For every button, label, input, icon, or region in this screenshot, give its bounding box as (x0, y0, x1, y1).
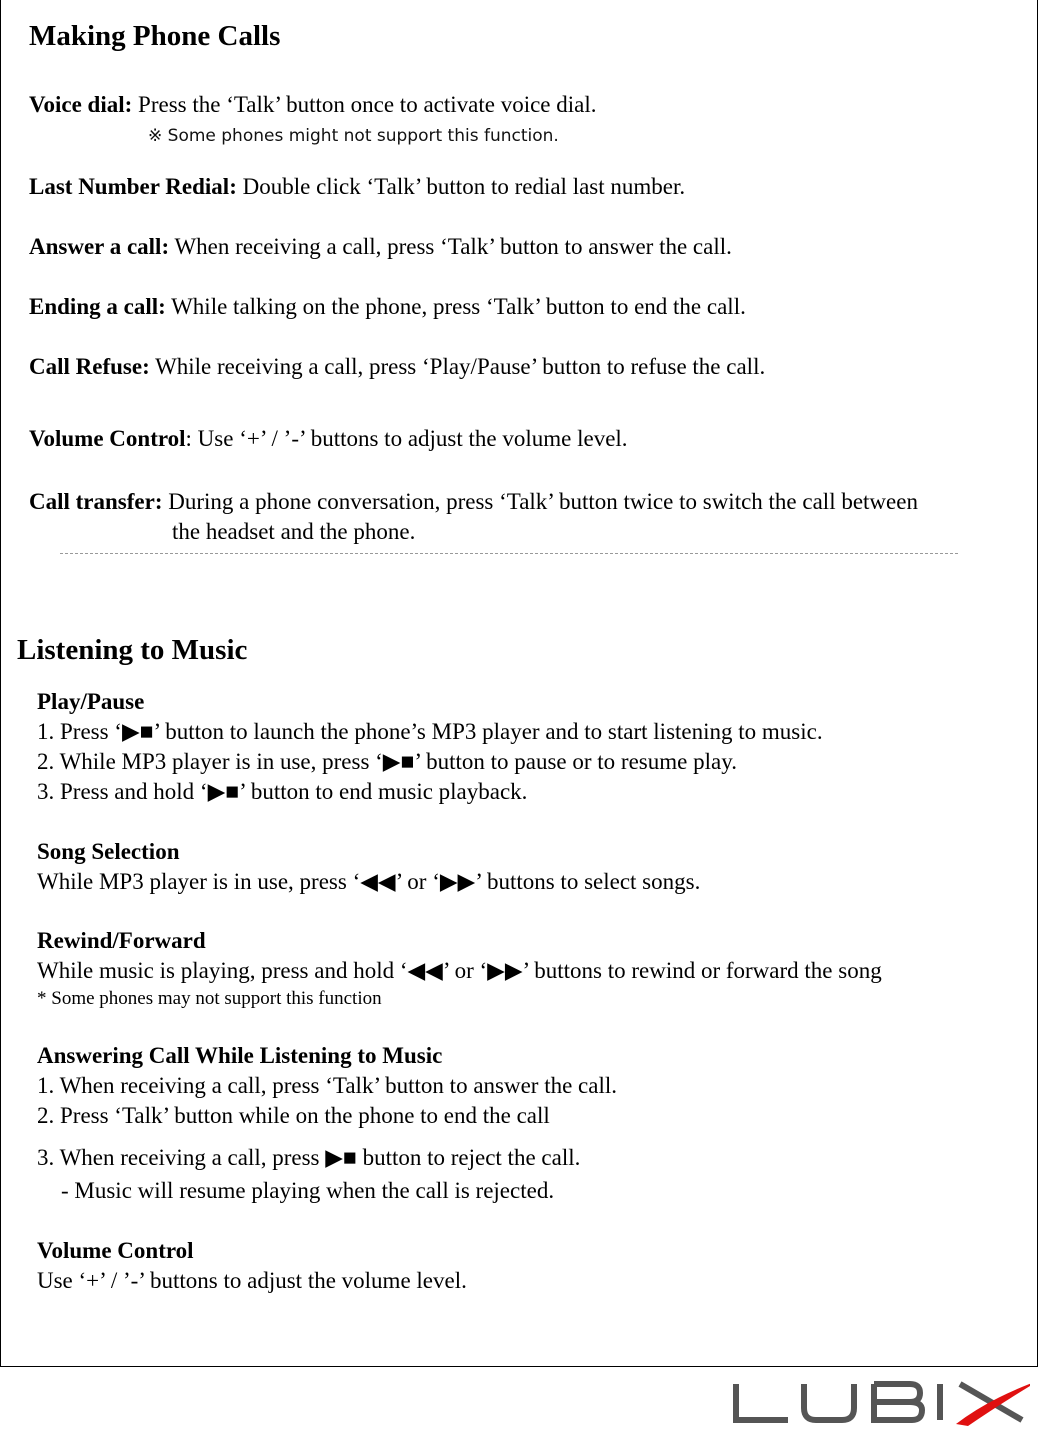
list-item: - Music will resume playing when the call is rejected. (61, 1178, 555, 1203)
volume-control (29, 425, 628, 453)
divider (60, 553, 958, 554)
label: Last Number Redial: (29, 174, 237, 199)
rewind-text: While music is playing, press and hold ‘◀◀’ or ‘▶▶’ buttons to rewind or forward the song (37, 958, 882, 983)
label: Voice dial: (29, 92, 133, 117)
label: Volume Control (29, 426, 186, 451)
label: Call transfer: (29, 489, 163, 514)
label: Call Refuse: (29, 354, 150, 379)
text: When receiving a call, press ‘Talk’ button to answer the call. (169, 234, 732, 259)
heading-song-selection: Song Selection (37, 839, 180, 864)
heading-rewind-forward: Rewind/Forward (37, 928, 206, 953)
volume-text: Use ‘+’ / ’-’ buttons to adjust the volume level. (37, 1268, 467, 1293)
answer-call (29, 233, 732, 261)
list-item: 2. While MP3 player is in use, press ‘▶■’ button to pause or to resume play. (37, 749, 737, 774)
ending-call (29, 293, 746, 321)
voice-dial (29, 91, 597, 119)
text: While receiving a call, press ‘Play/Pause’ button to refuse the call. (149, 354, 766, 379)
text: : Use ‘+’ / ’-’ buttons to adjust the volume level. (185, 426, 628, 451)
label: Ending a call: (29, 294, 166, 319)
list-item: 2. Press ‘Talk’ button while on the phone to end the call (37, 1103, 550, 1128)
song-selection-text: While MP3 player is in use, press ‘◀◀’ or ‘▶▶’ buttons to select songs. (37, 869, 701, 894)
label: Answer a call: (29, 234, 170, 259)
call-transfer-cont: the headset and the phone. (172, 519, 416, 544)
text: Double click ‘Talk’ button to redial last number. (236, 174, 686, 199)
text: Press the ‘Talk’ button once to activate voice dial. (132, 92, 597, 117)
call-transfer (29, 488, 918, 516)
lubix-logo (730, 1378, 1030, 1428)
voice-dial-note: ※ Some phones might not support this function. (148, 126, 559, 146)
heading-volume-control: Volume Control (37, 1238, 194, 1263)
text: While talking on the phone, press ‘Talk’ button to end the call. (165, 294, 746, 319)
list-item: 1. When receiving a call, press ‘Talk’ button to answer the call. (37, 1073, 617, 1098)
heading-play-pause: Play/Pause (37, 689, 145, 714)
section-title-calls: Making Phone Calls (29, 20, 281, 52)
list-item: 3. Press and hold ‘▶■’ button to end music playback. (37, 779, 528, 804)
list-item: 3. When receiving a call, press ▶■ button to reject the call. (37, 1145, 581, 1170)
list-item: 1. Press ‘▶■’ button to launch the phone’s MP3 player and to start listening to music. (37, 719, 823, 744)
heading-answering-call: Answering Call While Listening to Music (37, 1043, 443, 1068)
text: During a phone conversation, press ‘Talk’ button twice to switch the call between (162, 489, 918, 514)
section-title-music: Listening to Music (17, 634, 248, 666)
redial (29, 173, 685, 201)
rewind-note: * Some phones may not support this function (37, 988, 382, 1009)
call-refuse (29, 353, 765, 381)
